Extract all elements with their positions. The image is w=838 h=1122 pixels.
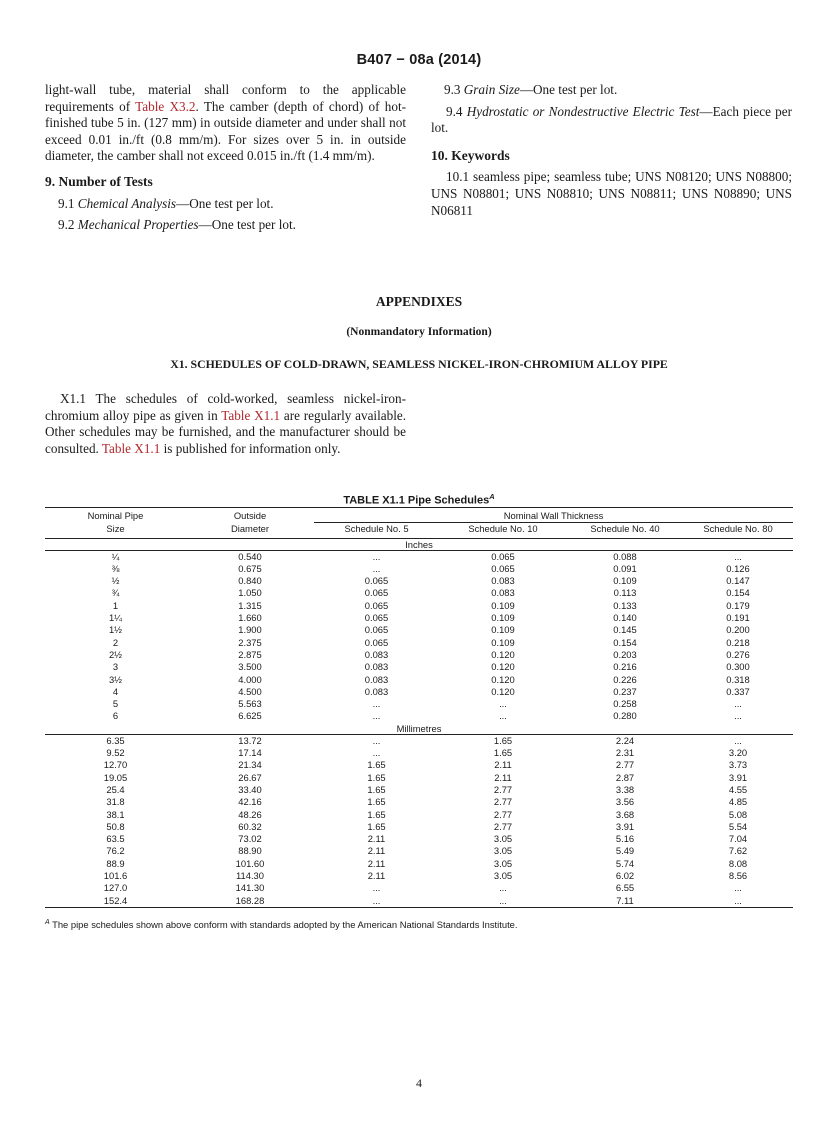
outside-diameter-cell: 4.000 xyxy=(238,673,262,685)
para-text: is published for information only. xyxy=(160,440,341,456)
schedule-40-cell: 6.02 xyxy=(615,870,635,882)
nominal-size-cell: ¾ xyxy=(111,587,120,599)
schedule-80-cell: 0.191 xyxy=(726,612,750,624)
schedule-80-cell: 0.179 xyxy=(726,599,750,611)
outside-diameter-cell: 2.375 xyxy=(238,636,262,648)
schedule-5-cell: 2.11 xyxy=(367,845,386,857)
item-number: 9.1 xyxy=(58,195,75,211)
table-x3-2-link[interactable]: Table X3.2 xyxy=(135,98,196,114)
schedule-5-cell: ... xyxy=(372,747,381,759)
item-label: Hydrostatic or Nondestructive Electric Test xyxy=(466,103,700,119)
table-row xyxy=(45,686,793,698)
item-9-2 xyxy=(45,217,406,234)
schedule-10-cell: 2.11 xyxy=(494,759,512,771)
schedule-40-cell: 0.237 xyxy=(613,685,637,697)
schedule-40-cell: 0.226 xyxy=(613,673,637,685)
schedule-10-cell: 0.120 xyxy=(491,661,515,673)
nominal-size-cell: 76.2 xyxy=(106,845,125,857)
section-9-heading: 9. Number of Tests xyxy=(45,173,153,189)
schedule-10-cell: 2.77 xyxy=(493,796,513,808)
keywords-paragraph: 10.1 seamless pipe; seamless tube; UNS N08120; UNS N08800; UNS N08801; UNS N08810; UNS N08811; UNS N08890; UNS N06811 xyxy=(431,169,792,218)
outside-diameter-cell: 1.660 xyxy=(238,612,262,624)
schedule-5-cell: ... xyxy=(314,895,439,908)
schedule-40-cell: 0.216 xyxy=(613,661,637,673)
schedule-40-cell: 0.258 xyxy=(613,698,637,710)
schedule-5-cell: 0.083 xyxy=(364,685,389,697)
schedule-40-cell: 3.38 xyxy=(615,783,635,795)
schedule-40-cell: 3.56 xyxy=(615,796,635,808)
schedule-40-cell: 2.87 xyxy=(615,771,635,783)
table-row xyxy=(45,734,793,747)
schedule-40-cell: 6.55 xyxy=(615,882,635,894)
item-9-1 xyxy=(45,196,406,213)
header-schedule-10: Schedule No. 10 xyxy=(439,523,567,538)
para-text: are regularly available. Other schedules may be furnished, and the manufacturer should be consulted. xyxy=(45,407,407,456)
schedule-10-cell: 1.65 xyxy=(493,734,513,746)
schedule-10-cell: 2.77 xyxy=(493,820,513,832)
nominal-size-cell: 50.8 xyxy=(106,820,125,832)
schedule-10-cell: 0.083 xyxy=(491,575,515,587)
header-diameter: Diameter xyxy=(186,523,314,538)
item-number: 9.3 xyxy=(444,82,461,97)
outside-diameter-cell: 26.67 xyxy=(238,771,262,783)
table-row xyxy=(45,833,793,845)
nominal-size-cell: ½ xyxy=(111,575,120,587)
table-row xyxy=(45,550,793,563)
pipe-schedules-table xyxy=(45,507,793,908)
schedule-40-cell: 5.16 xyxy=(615,833,635,845)
item-label: Mechanical Properties xyxy=(77,217,199,233)
item-label: Chemical Analysis xyxy=(77,195,177,211)
outside-diameter-cell: 1.050 xyxy=(238,587,262,599)
schedule-40-cell: 0.109 xyxy=(613,575,637,587)
schedule-5-cell: 0.065 xyxy=(364,599,389,611)
schedule-80-cell: ... xyxy=(734,710,742,722)
appendixes-title: APPENDIXES xyxy=(375,294,463,309)
schedule-10-cell: 0.065 xyxy=(491,550,515,562)
schedule-80-cell: 0.300 xyxy=(726,661,750,673)
schedule-80-cell: 0.147 xyxy=(726,575,750,587)
inches-unit-label: Inches xyxy=(45,538,793,550)
schedule-40-cell: 2.31 xyxy=(615,747,635,759)
x1-section-title: X1. SCHEDULES OF COLD-DRAWN, SEAMLESS NICKEL-IRON-CHROMIUM ALLOY PIPE xyxy=(170,357,668,371)
header-schedule-40: Schedule No. 40 xyxy=(567,523,683,538)
schedule-80-cell: 0.218 xyxy=(726,636,750,648)
table-row xyxy=(45,784,793,796)
schedule-5-cell: 0.065 xyxy=(364,624,389,636)
millimetres-section xyxy=(45,723,793,908)
schedule-10-cell: 3.05 xyxy=(493,833,513,845)
nominal-size-cell: 31.8 xyxy=(106,796,125,808)
table-row xyxy=(45,772,793,784)
table-row xyxy=(45,845,793,857)
outside-diameter-cell: 6.625 xyxy=(238,710,262,722)
table-title-text: TABLE X1.1 Pipe Schedules xyxy=(343,494,490,507)
outside-diameter-cell: 3.500 xyxy=(238,661,262,673)
outside-diameter-cell: 2.875 xyxy=(238,648,262,660)
schedule-5-cell: 0.083 xyxy=(364,661,389,673)
header-schedule-80: Schedule No. 80 xyxy=(683,523,793,538)
schedule-5-cell: 0.065 xyxy=(364,587,389,599)
nominal-size-cell: 127.0 xyxy=(103,882,128,894)
schedule-80-cell: 7.62 xyxy=(728,845,748,857)
table-row xyxy=(45,563,793,575)
table-row xyxy=(45,759,793,771)
outside-diameter-cell: 1.900 xyxy=(238,624,262,636)
schedule-40-cell: 0.145 xyxy=(613,624,637,636)
schedule-10-cell: 0.083 xyxy=(491,587,515,599)
nominal-size-cell: ¼ xyxy=(111,550,120,562)
outside-diameter-cell: 88.90 xyxy=(238,845,262,857)
schedule-5-cell: 1.65 xyxy=(367,808,386,820)
table-row xyxy=(45,612,793,624)
para-text: X1.1 The schedules of cold-worked, seamless nickel-iron-chromium alloy pipe as given in xyxy=(45,391,406,423)
schedule-80-cell: ... xyxy=(734,882,742,894)
item-text: —One test per lot. xyxy=(198,217,296,233)
schedule-5-cell: ... xyxy=(372,698,381,710)
outside-diameter-cell: 5.563 xyxy=(238,698,262,710)
nominal-size-cell: 12.70 xyxy=(103,759,128,771)
table-row xyxy=(45,809,793,821)
schedule-5-cell: 2.11 xyxy=(367,857,386,869)
schedule-80-cell: 0.318 xyxy=(726,673,750,685)
schedule-5-cell: 0.065 xyxy=(364,575,389,587)
schedule-5-cell: 0.065 xyxy=(364,612,389,624)
schedule-40-cell: 5.74 xyxy=(615,857,635,869)
schedule-40-cell: 3.68 xyxy=(615,808,635,820)
item-9-4 xyxy=(431,104,792,137)
schedule-5-cell: ... xyxy=(372,882,381,894)
schedule-80-cell: 0.126 xyxy=(726,562,750,574)
nominal-size-cell: 1¼ xyxy=(108,612,123,624)
outside-diameter-cell: 0.675 xyxy=(238,562,262,574)
schedule-80-cell: 5.54 xyxy=(728,820,748,832)
outside-diameter-cell: 101.60 xyxy=(235,857,265,869)
table-row xyxy=(45,600,793,612)
schedule-80-cell: 7.04 xyxy=(728,833,748,845)
footnote-marker: A xyxy=(45,919,50,926)
nominal-size-cell: 2 xyxy=(112,636,119,648)
nominal-size-cell: 25.4 xyxy=(106,783,125,795)
millimetres-unit-label: Millimetres xyxy=(45,723,793,735)
schedule-10-cell: 0.120 xyxy=(491,685,515,697)
table-row xyxy=(45,796,793,808)
table-row xyxy=(45,575,793,587)
table-row xyxy=(45,674,793,686)
item-9-3 xyxy=(431,82,792,99)
table-x1-1-link[interactable]: Table X1.1 xyxy=(221,407,281,423)
schedule-10-cell: ... xyxy=(499,882,507,894)
outside-diameter-cell: 1.315 xyxy=(238,599,262,611)
table-header xyxy=(45,508,793,539)
outside-diameter-cell: 21.34 xyxy=(238,759,262,771)
schedule-5-cell: ... xyxy=(372,734,381,746)
table-row xyxy=(45,649,793,661)
outside-diameter-cell: 0.540 xyxy=(238,550,262,562)
schedule-10-cell: 3.05 xyxy=(493,857,513,869)
schedule-10-cell: 3.05 xyxy=(493,845,513,857)
schedule-5-cell: 2.11 xyxy=(367,833,386,845)
schedule-5-cell: 1.65 xyxy=(367,771,386,783)
table-row xyxy=(45,895,793,908)
schedule-10-cell: 0.109 xyxy=(491,624,515,636)
table-row xyxy=(45,587,793,599)
table-row xyxy=(45,870,793,882)
item-text: —One test per lot. xyxy=(176,195,274,211)
outside-diameter-cell: 114.30 xyxy=(236,870,264,882)
header-outside: Outside xyxy=(186,508,314,523)
outside-diameter-cell: 141.30 xyxy=(235,882,265,894)
table-footnote xyxy=(45,919,793,930)
table-row xyxy=(45,637,793,649)
schedule-5-cell: 0.065 xyxy=(364,636,389,648)
item-text: —Each piece per lot. xyxy=(431,103,793,136)
schedule-80-cell: 4.55 xyxy=(728,783,748,795)
nominal-size-cell: 19.05 xyxy=(103,771,128,783)
outside-diameter-cell: 17.14 xyxy=(238,747,262,759)
item-number: 9.2 xyxy=(58,217,75,233)
schedule-80-cell: 0.154 xyxy=(726,587,750,599)
schedule-40-cell: 0.088 xyxy=(613,550,637,562)
nominal-size-cell: 6 xyxy=(112,710,119,722)
table-row xyxy=(45,747,793,759)
schedule-5-cell: 1.65 xyxy=(367,783,386,795)
table-x1-1-link[interactable]: Table X1.1 xyxy=(101,440,161,456)
schedule-40-cell: 0.113 xyxy=(613,587,637,599)
para-text: . The camber (depth of chord) of hot-finished tube 5 in. (127 mm) in outside diameter and under shall not exceed 0.01 in./ft (0.8 mm/m). For sizes over 5 in. in outside diameter, the camber shall not exceed 0.015 in./ft (1.4 mm/m). xyxy=(45,98,407,164)
schedule-10-cell: ... xyxy=(439,895,567,908)
item-label: Grain Size xyxy=(463,82,520,97)
outside-diameter-cell: 4.500 xyxy=(238,685,262,697)
table-row xyxy=(45,661,793,673)
schedule-5-cell: ... xyxy=(372,550,381,562)
table-title xyxy=(0,492,838,507)
schedule-80-cell: 3.20 xyxy=(728,747,748,759)
schedule-10-cell: 2.77 xyxy=(493,808,513,820)
outside-diameter-cell: 48.26 xyxy=(238,808,262,820)
schedule-10-cell: 3.05 xyxy=(493,870,513,882)
schedule-10-cell: 2.77 xyxy=(493,783,513,795)
outside-diameter-cell: 42.16 xyxy=(238,796,262,808)
schedule-80-cell: ... xyxy=(734,698,742,710)
document-designation: B407 − 08a (2014) xyxy=(356,52,482,68)
schedule-80-cell: 0.276 xyxy=(726,648,750,660)
schedule-5-cell: ... xyxy=(372,562,381,574)
table-row xyxy=(45,624,793,636)
schedule-5-cell: 1.65 xyxy=(367,820,386,832)
schedule-10-cell: ... xyxy=(499,698,507,710)
schedule-10-cell: 0.109 xyxy=(491,612,515,624)
schedule-80-cell: 8.56 xyxy=(728,870,748,882)
schedule-40-cell: 2.77 xyxy=(615,759,635,771)
nominal-size-cell: ⅜ xyxy=(111,562,120,574)
schedule-80-cell: 4.85 xyxy=(728,796,748,808)
schedule-80-cell: ... xyxy=(734,550,742,562)
schedule-80-cell: 5.08 xyxy=(728,808,748,820)
nominal-size-cell: 5 xyxy=(112,698,119,710)
schedule-5-cell: 0.083 xyxy=(364,673,389,685)
nominal-size-cell: 152.4 xyxy=(45,895,186,908)
schedule-80-cell: 3.73 xyxy=(728,759,748,771)
nominal-size-cell: 38.1 xyxy=(106,808,125,820)
schedule-40-cell: 7.11 xyxy=(567,895,683,908)
schedule-80-cell: 0.200 xyxy=(726,624,750,636)
nonmandatory-subtitle: (Nonmandatory Information) xyxy=(346,326,492,338)
header-nominal-wall-thickness: Nominal Wall Thickness xyxy=(314,508,793,523)
schedule-40-cell: 0.091 xyxy=(613,562,637,574)
header-nominal-pipe: Nominal Pipe xyxy=(45,508,186,523)
nominal-size-cell: 63.5 xyxy=(106,833,125,845)
schedule-10-cell: ... xyxy=(499,710,507,722)
schedule-80-cell: ... xyxy=(734,734,742,746)
outside-diameter-cell: 0.840 xyxy=(238,575,262,587)
left-column xyxy=(45,82,406,234)
schedule-40-cell: 0.133 xyxy=(613,599,637,611)
table-row xyxy=(45,710,793,722)
item-number: 9.4 xyxy=(446,103,463,119)
nominal-size-cell: 4 xyxy=(112,685,119,697)
schedule-10-cell: 0.109 xyxy=(491,636,515,648)
nominal-size-cell: 3½ xyxy=(108,673,123,685)
nominal-size-cell: 1½ xyxy=(108,624,123,636)
header-schedule-5: Schedule No. 5 xyxy=(314,523,439,538)
table-row xyxy=(45,882,793,894)
schedule-10-cell: 1.65 xyxy=(493,747,513,759)
schedule-5-cell: ... xyxy=(372,710,381,722)
footnote-text: The pipe schedules shown above conform with standards adopted by the American National Standards Institute. xyxy=(52,919,518,931)
continued-paragraph xyxy=(45,82,406,165)
outside-diameter-cell: 33.40 xyxy=(238,783,262,795)
section-10-heading: 10. Keywords xyxy=(431,147,510,163)
schedule-40-cell: 0.140 xyxy=(613,612,637,624)
schedule-5-cell: 2.11 xyxy=(367,870,386,882)
outside-diameter-cell: 60.32 xyxy=(238,820,262,832)
schedule-5-cell: 0.083 xyxy=(364,648,389,660)
x1-1-paragraph xyxy=(45,391,406,457)
nominal-size-cell: 101.6 xyxy=(103,870,128,882)
schedule-10-cell: 0.065 xyxy=(491,562,515,574)
outside-diameter-cell: 168.28 xyxy=(186,895,314,908)
schedule-5-cell: 1.65 xyxy=(367,759,386,771)
outside-diameter-cell: 13.72 xyxy=(238,734,262,746)
schedule-40-cell: 0.154 xyxy=(613,636,637,648)
nominal-size-cell: 3 xyxy=(112,661,119,673)
item-text: —One test per lot. xyxy=(519,82,618,97)
schedule-10-cell: 0.120 xyxy=(491,648,515,660)
schedule-40-cell: 2.24 xyxy=(615,734,635,746)
schedule-40-cell: 0.280 xyxy=(613,710,637,722)
table-title-footnote-marker: A xyxy=(489,492,495,501)
schedule-10-cell: 2.11 xyxy=(494,771,512,783)
outside-diameter-cell: 73.02 xyxy=(238,833,262,845)
nominal-size-cell: 9.52 xyxy=(106,747,125,759)
schedule-80-cell: 8.08 xyxy=(728,857,748,869)
schedule-10-cell: 0.120 xyxy=(491,673,515,685)
inches-section xyxy=(45,538,793,723)
nominal-size-cell: 88.9 xyxy=(106,857,125,869)
para-text: light-wall tube, material shall conform to the applicable requirements of xyxy=(45,82,406,114)
right-column xyxy=(431,82,792,219)
schedule-80-cell: 3.91 xyxy=(728,771,748,783)
schedule-10-cell: 0.109 xyxy=(491,599,515,611)
nominal-size-cell: 2½ xyxy=(108,648,123,660)
schedule-80-cell: 0.337 xyxy=(726,685,750,697)
page-number: 4 xyxy=(416,1076,422,1090)
table-row xyxy=(45,698,793,710)
schedule-40-cell: 5.49 xyxy=(615,845,635,857)
schedule-80-cell: ... xyxy=(683,895,793,908)
schedule-40-cell: 3.91 xyxy=(615,820,635,832)
header-size: Size xyxy=(45,523,186,538)
table-row xyxy=(45,821,793,833)
table-row xyxy=(45,858,793,870)
schedule-5-cell: 1.65 xyxy=(367,796,386,808)
schedule-40-cell: 0.203 xyxy=(613,648,637,660)
nominal-size-cell: 1 xyxy=(112,599,119,611)
nominal-size-cell: 6.35 xyxy=(106,734,125,746)
